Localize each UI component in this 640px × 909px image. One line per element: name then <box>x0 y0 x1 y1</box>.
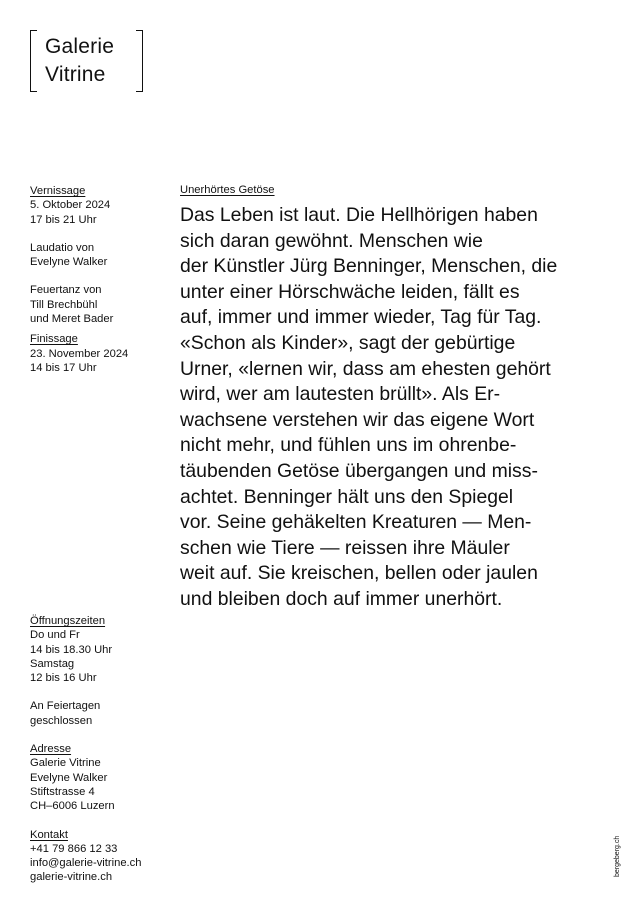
body-line: sich daran gewöhnt. Menschen wie <box>180 229 483 252</box>
body-line: unter einer Hörschwäche leiden, fällt es <box>180 280 520 303</box>
body-line: weit auf. Sie kreischen, bellen oder jaulen <box>180 562 538 585</box>
logo-line-1: Galerie <box>45 35 115 58</box>
address-line-2: Evelyne Walker <box>30 771 108 784</box>
finissage-time: 14 bis 17 Uhr <box>30 361 97 374</box>
holiday-note-1: An Feiertagen <box>30 700 101 713</box>
body-line: der Künstler Jürg Benninger, Menschen, die <box>180 255 558 278</box>
body-line: und bleiben doch auf immer unerhört. <box>180 587 503 610</box>
body-line: nicht mehr, und fühlen uns im ohrenbe- <box>180 434 517 457</box>
logo-line-2: Vitrine <box>45 63 106 86</box>
body-line: täubenden Getöse übergangen und miss- <box>180 459 538 482</box>
logo-bracket-right <box>136 30 143 92</box>
feuertanz-name-1: Till Brechbühl <box>30 298 98 311</box>
main-text <box>180 183 610 613</box>
logo-bracket-left <box>30 30 37 92</box>
address-label: Adresse <box>30 743 72 756</box>
contact-email[interactable]: info@galerie-vitrine.ch <box>30 857 142 870</box>
body-line: wachsene verstehen wir das eigene Wort <box>180 408 535 431</box>
address-line-4: CH–6006 Luzern <box>30 800 115 813</box>
holiday-note-2: geschlossen <box>30 714 93 727</box>
vernissage-label: Vernissage <box>30 185 86 197</box>
contact-label: Kontakt <box>30 828 68 841</box>
address-line-3: Stiftstrasse 4 <box>30 785 95 798</box>
body-line: auf, immer und immer wieder, Tag für Tag. <box>180 306 542 329</box>
body-line: Das Leben ist laut. Die Hellhörigen haben <box>180 204 538 226</box>
gallery-logo <box>30 30 143 92</box>
feuertanz-name-2: und Meret Bader <box>30 313 114 326</box>
body-line: wird, wer am lautesten brüllt». Als Er- <box>180 383 501 406</box>
body-line: Urner, «lernen wir, dass am ehesten gehört <box>180 357 551 380</box>
finissage-date: 23. November 2024 <box>30 347 129 360</box>
contact-phone[interactable]: +41 79 866 12 33 <box>30 842 118 855</box>
opening-time-2: 12 bis 16 Uhr <box>30 672 97 685</box>
contact-website[interactable]: galerie-vitrine.ch <box>30 871 113 884</box>
opening-time-1: 14 bis 18.30 Uhr <box>30 643 113 656</box>
event-info <box>30 184 170 375</box>
feuertanz-label: Feuertanz von <box>30 284 102 297</box>
opening-days-2: Samstag <box>30 657 75 670</box>
contact-info <box>30 614 170 885</box>
address-line-1: Galerie Vitrine <box>30 757 101 770</box>
body-line: achtet. Benninger hält uns den Spiegel <box>180 485 514 508</box>
laudatio-name: Evelyne Walker <box>30 256 108 269</box>
body-line: «Schon als Kinder», sagt der gebürtige <box>180 331 516 354</box>
opening-days-1: Do und Fr <box>30 629 80 642</box>
finissage-label: Finissage <box>30 333 78 346</box>
opening-hours-label: Öffnungszeiten <box>30 615 106 627</box>
body-line: vor. Seine gehäkelten Kreaturen — Men- <box>180 511 532 534</box>
main-title: Unerhörtes Getöse <box>180 184 275 196</box>
body-line: schen wie Tiere — reissen ihre Mäuler <box>180 536 510 559</box>
vernissage-date: 5. Oktober 2024 <box>30 199 111 212</box>
vernissage-time: 17 bis 21 Uhr <box>30 213 97 226</box>
logo-text <box>45 33 114 89</box>
laudatio-label: Laudatio von <box>30 241 95 254</box>
designer-credit: bergeberg.ch <box>614 835 621 877</box>
